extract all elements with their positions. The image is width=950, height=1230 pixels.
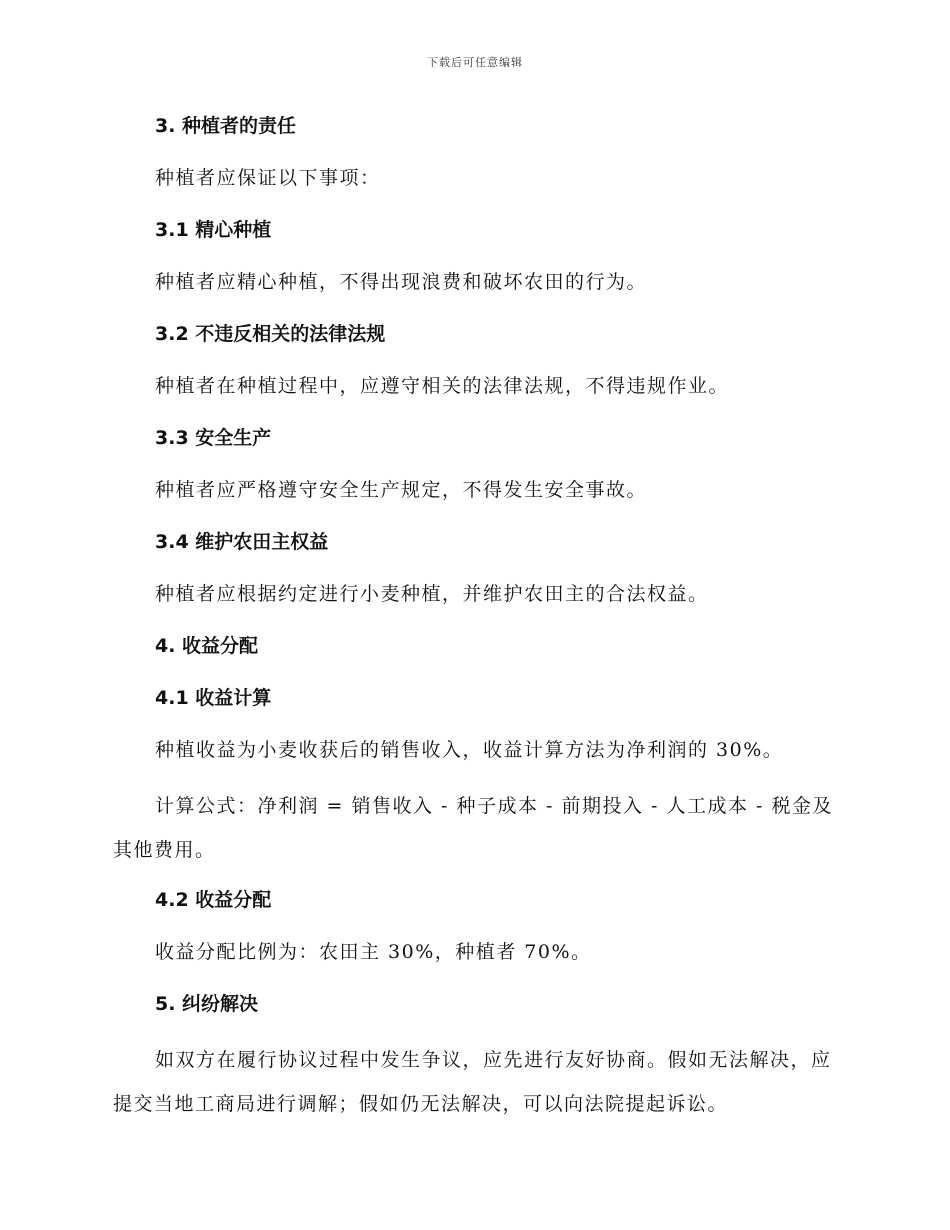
section-heading-4: 4. 收益分配 [155,635,259,657]
section-heading-4-2: 4.2 收益分配 [155,889,272,911]
paragraph: 种植者应保证以下事项： [155,167,381,189]
document-body [113,108,843,1136]
paragraph: 收益分配比例为：农田主 30%，种植者 70%。 [155,941,592,963]
formula-paragraph: 计算公式：净利润 = 销售收入 - 种子成本 - 前期投入 - 人工成本 - 税金及其他费用。 [113,795,833,861]
section-heading-4-1: 4.1 收益计算 [155,687,272,709]
paragraph: 种植者应严格遵守安全生产规定，不得发生安全事故。 [155,479,648,501]
paragraph: 种植者在种植过程中，应遵守相关的法律法规，不得违规作业。 [155,375,730,397]
section-heading-3-2: 3.2 不违反相关的法律法规 [155,323,386,345]
page-header: 下载后可任意编辑 [427,56,523,69]
section-heading-3-1: 3.1 精心种植 [155,219,272,241]
paragraph: 如双方在履行协议过程中发生争议，应先进行友好协商。假如无法解决，应提交当地工商局进行调解；假如仍无法解决，可以向法院提起诉讼。 [113,1049,832,1115]
section-heading-3: 3. 种植者的责任 [155,115,297,137]
section-heading-3-4: 3.4 维护农田主权益 [155,531,329,553]
paragraph: 种植者应精心种植，不得出现浪费和破坏农田的行为。 [155,271,648,293]
paragraph: 种植者应根据约定进行小麦种植，并维护农田主的合法权益。 [155,583,709,605]
section-heading-5: 5. 纠纷解决 [155,993,259,1015]
paragraph: 种植收益为小麦收获后的销售收入，收益计算方法为净利润的 30%。 [155,739,784,761]
section-heading-3-3: 3.3 安全生产 [155,427,272,449]
